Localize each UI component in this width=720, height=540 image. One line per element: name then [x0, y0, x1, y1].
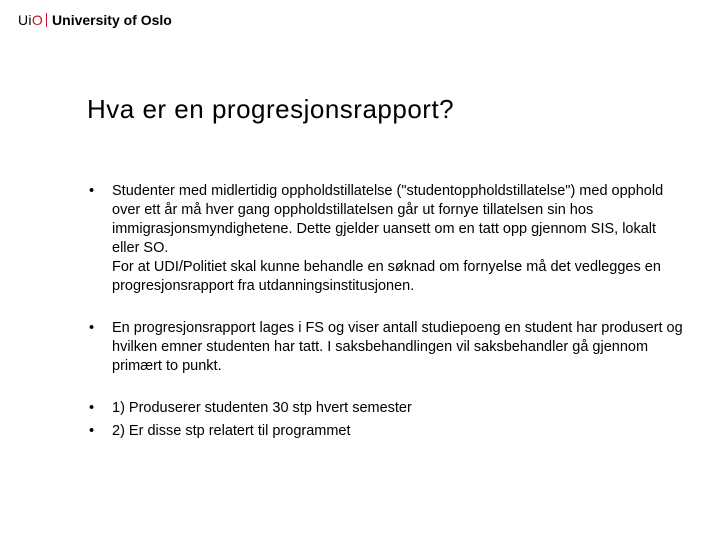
bullet-dot: •: [89, 423, 95, 439]
bullet-dot: •: [89, 183, 95, 199]
bullet-paragraph: 2) Er disse stp relatert til programmet: [112, 423, 351, 439]
uio-logo-mark: UiO: [18, 12, 44, 28]
slide-title: Hva er en progresjonsrapport?: [87, 94, 455, 124]
bullet-text: [112, 422, 686, 441]
bullet-dot: •: [89, 320, 95, 336]
bullet-item-point-1: [86, 399, 686, 418]
uio-logo: [18, 12, 172, 28]
bullet-paragraph: En progresjonsrapport lages i FS og viser antall studiepoeng en student har produsert og hvilken emner studenten har tatt. I saksbehandlingen vil saksbehandler gå gjennom primært to punkt.: [112, 320, 683, 374]
logo-divider: [46, 13, 47, 27]
university-name: University of Oslo: [52, 12, 172, 28]
bullet-paragraph: Studenter med midlertidig oppholdstillatelse ("studentoppholdstillatelse") med opphold over ett år må hver gang oppholdstillatelsen går ut fornye tillatelsen sin hos immigrasjonsmyndighetene. Dette gjelder uansett om en tatt opp gjennom SIS, lokalt eller SO.: [112, 183, 664, 256]
bullet-text: [112, 399, 686, 418]
bullet-paragraph: For at UDI/Politiet skal kunne behandle en søknad om fornyelse må det vedlegges en progresjonsrapport fra utdanningsinstitusjonen.: [112, 259, 661, 294]
bullet-list: [86, 182, 686, 441]
bullet-item-point-2: [86, 422, 686, 441]
bullet-item-progress-report: [86, 319, 686, 376]
bullet-text: [112, 319, 686, 376]
bullet-paragraph: 1) Produserer studenten 30 stp hvert semester: [112, 400, 412, 416]
bullet-item-residence-permit: [86, 182, 686, 296]
bullet-text: [112, 182, 686, 296]
bullet-dot: •: [89, 400, 95, 416]
